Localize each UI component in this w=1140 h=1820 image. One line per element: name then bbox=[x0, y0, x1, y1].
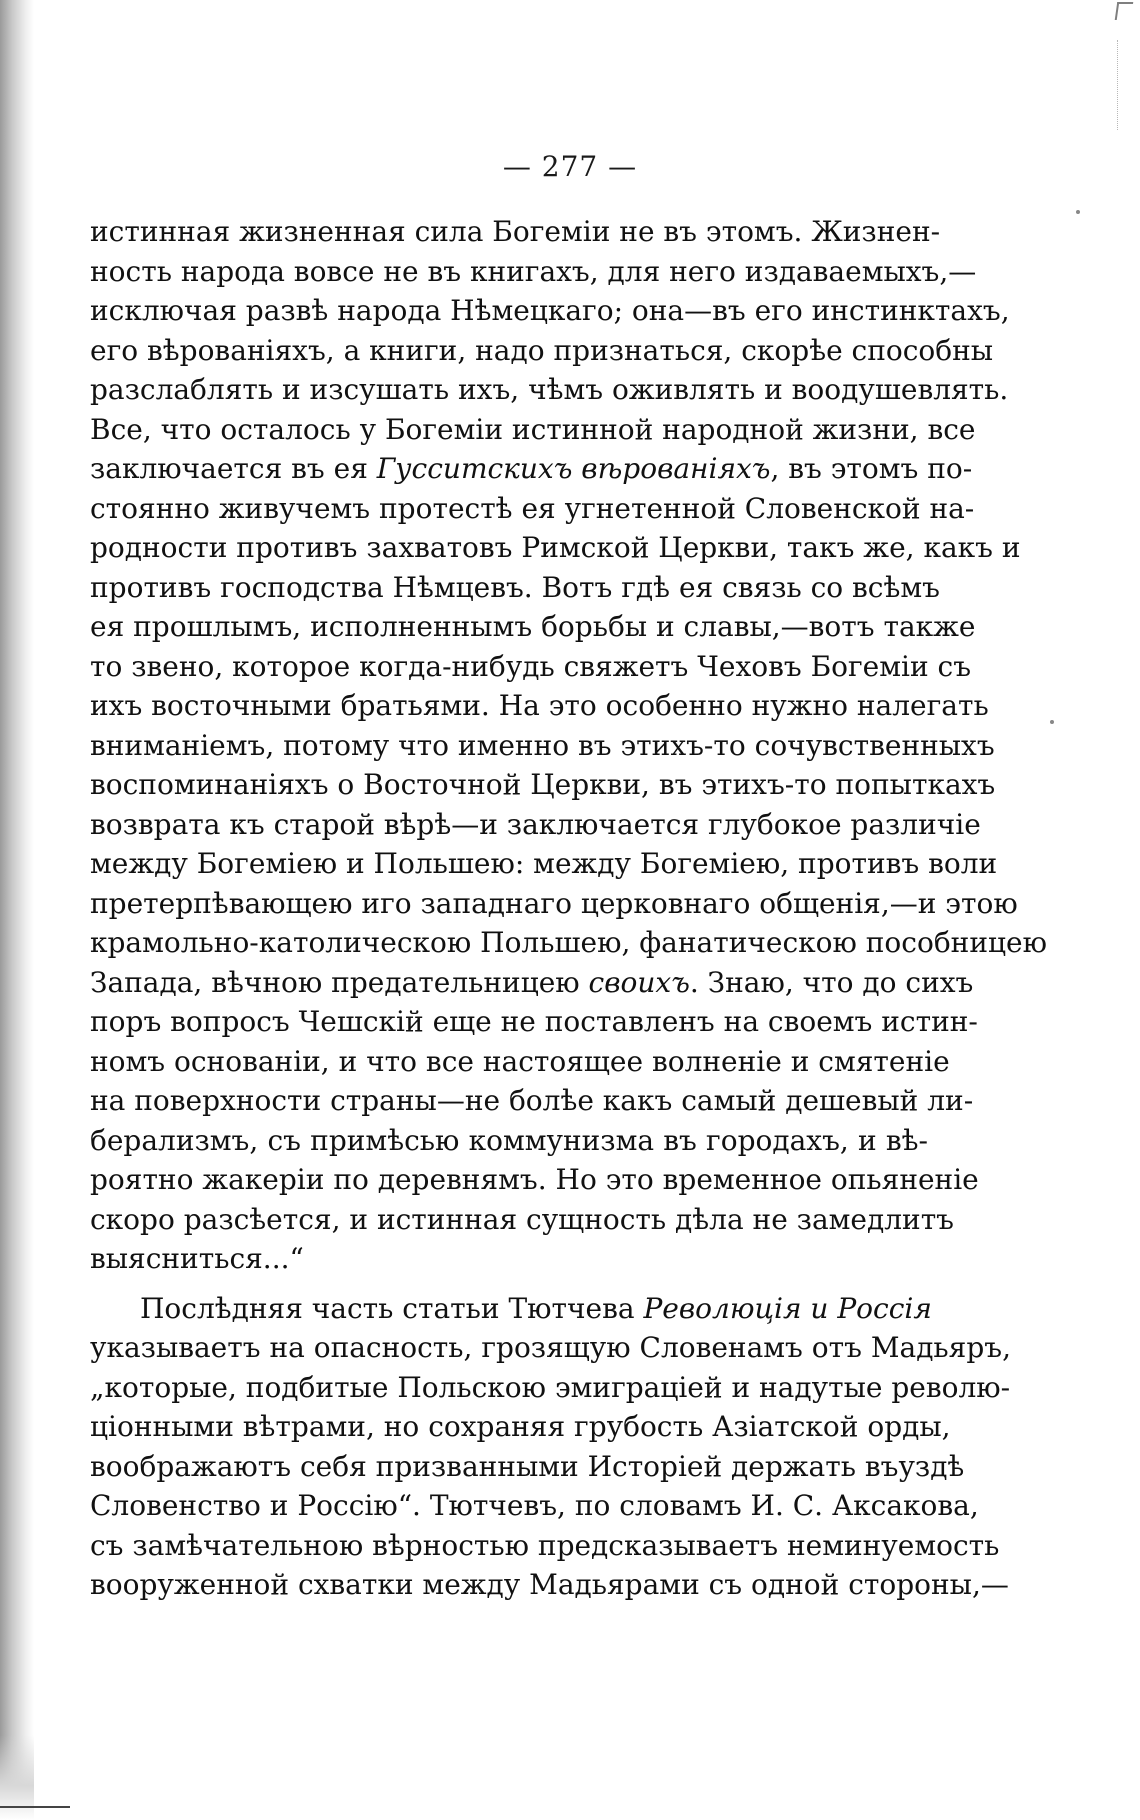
text-line: заключается въ ея Гусситскихъ вѣрованiяхъ, въ этомъ по- bbox=[90, 452, 973, 485]
text-line: Все, что осталось у Богемiи истинной народной жизни, все bbox=[90, 412, 976, 446]
paragraph-gap bbox=[90, 1279, 928, 1289]
paragraph-2 bbox=[90, 1289, 1011, 1605]
text-line: съ замѣчательною вѣрностью предсказываетъ неминуемость bbox=[90, 1528, 1000, 1562]
text-line: воспоминанiяхъ о Восточной Церкви, въ этихъ-то попыткахъ bbox=[90, 768, 996, 801]
text-line: выясниться...“ bbox=[90, 1242, 304, 1275]
text-line: цiонными вѣтрами, но сохраняя грубость Азiатской орды, bbox=[90, 1410, 951, 1443]
text-line: Запада, вѣчною предательницею своихъ. Знаю, что до сихъ bbox=[90, 965, 974, 999]
page-body bbox=[90, 212, 1047, 1605]
text-line: крамольно-католическою Польшею, фанатическою пособницею bbox=[90, 926, 1047, 959]
text-line: вниманiемъ, потому что именно въ этихъ-то сочувственныхъ bbox=[90, 728, 995, 762]
text-line: между Богемiею и Польшею: между Богемiею, противъ воли bbox=[90, 847, 998, 880]
text-line: претерпѣвающею иго западнаго церковнаго общенiя,—и этою bbox=[90, 886, 1018, 920]
text-line: исключая развѣ народа Нѣмецкаго; она—въ его инстинктахъ, bbox=[90, 294, 1010, 327]
italic-title: Революцiя и Россiя bbox=[643, 1291, 932, 1325]
margin-speck bbox=[1050, 720, 1054, 724]
bottom-edge-line bbox=[0, 1806, 70, 1808]
text-line: номъ основанiи, и что все настоящее волненiе и смятенiе bbox=[90, 1044, 950, 1078]
margin-specks bbox=[1111, 40, 1118, 130]
text-line: противъ господства Нѣмцевъ. Вотъ гдѣ ея связь со всѣмъ bbox=[90, 570, 940, 604]
text-line: ность народа вовсе не въ книгахъ, для него издаваемыхъ,— bbox=[90, 254, 977, 288]
text-line: разслаблять и изсушать ихъ, чѣмъ оживлять и воодушевлять. bbox=[90, 373, 1009, 406]
text-line: ихъ восточными братьями. На это особенно нужно налегать bbox=[90, 689, 989, 722]
italic-phrase: своихъ bbox=[588, 965, 690, 999]
text-line: „которые, подбитые Польскою эмиграцiей и надутые револю- bbox=[90, 1370, 1011, 1404]
text-line: ея прошлымъ, исполненнымъ борьбы и славы,—вотъ также bbox=[90, 610, 976, 643]
text-line: Словенство и Россiю“. Тютчевъ, по словамъ И. С. Аксакова, bbox=[90, 1489, 979, 1522]
text-line: воображаютъ себя призванными Исторiей держать въуздѣ bbox=[90, 1449, 965, 1483]
corner-scan-mark bbox=[1115, 2, 1134, 20]
text-line: Послѣдняя часть статьи Тютчева Революцiя и Россiя bbox=[140, 1291, 932, 1325]
text-line: скоро разсѣется, и истинная сущность дѣла не замедлитъ bbox=[90, 1202, 954, 1236]
text-line: стоянно живучемъ протестѣ ея угнетенной Словенской на- bbox=[90, 491, 975, 525]
text-line: истинная жизненная сила Богемiи не въ этомъ. Жизнен- bbox=[90, 215, 941, 248]
page-left-shadow bbox=[0, 0, 34, 1820]
text-line: указываетъ на опасность, грозящую Словенамъ отъ Мадьяръ, bbox=[90, 1331, 1011, 1364]
text-line: вооруженной схватки между Мадьярами съ одной стороны,— bbox=[90, 1568, 1009, 1601]
text-line: то звено, которое когда-нибудь свяжетъ Чеховъ Богемiи съ bbox=[90, 649, 972, 683]
margin-speck bbox=[1076, 210, 1080, 214]
text-line: роятно жакерiи по деревнямъ. Но это временное опьяненiе bbox=[90, 1163, 979, 1196]
text-line: родности противъ захватовъ Римской Церкви, такъ же, какъ и bbox=[90, 531, 1021, 564]
italic-phrase: Гусситскихъ вѣрованiяхъ bbox=[376, 452, 771, 485]
text-line: его вѣрованiяхъ, а книги, надо признаться, скорѣе способны bbox=[90, 333, 994, 367]
paragraph-1 bbox=[90, 212, 1047, 1279]
text-line: на поверхности страны—не болѣе какъ самый дешевый ли- bbox=[90, 1084, 974, 1117]
text-line: возврата къ старой вѣрѣ—и заключается глубокое различiе bbox=[90, 807, 981, 841]
text-line: поръ вопросъ Чешскiй еще не поставленъ на своемъ истин- bbox=[90, 1005, 978, 1038]
page-number: — 277 — bbox=[502, 150, 638, 183]
text-line: берализмъ, съ примѣсью коммунизма въ городахъ, и вѣ- bbox=[90, 1123, 928, 1157]
